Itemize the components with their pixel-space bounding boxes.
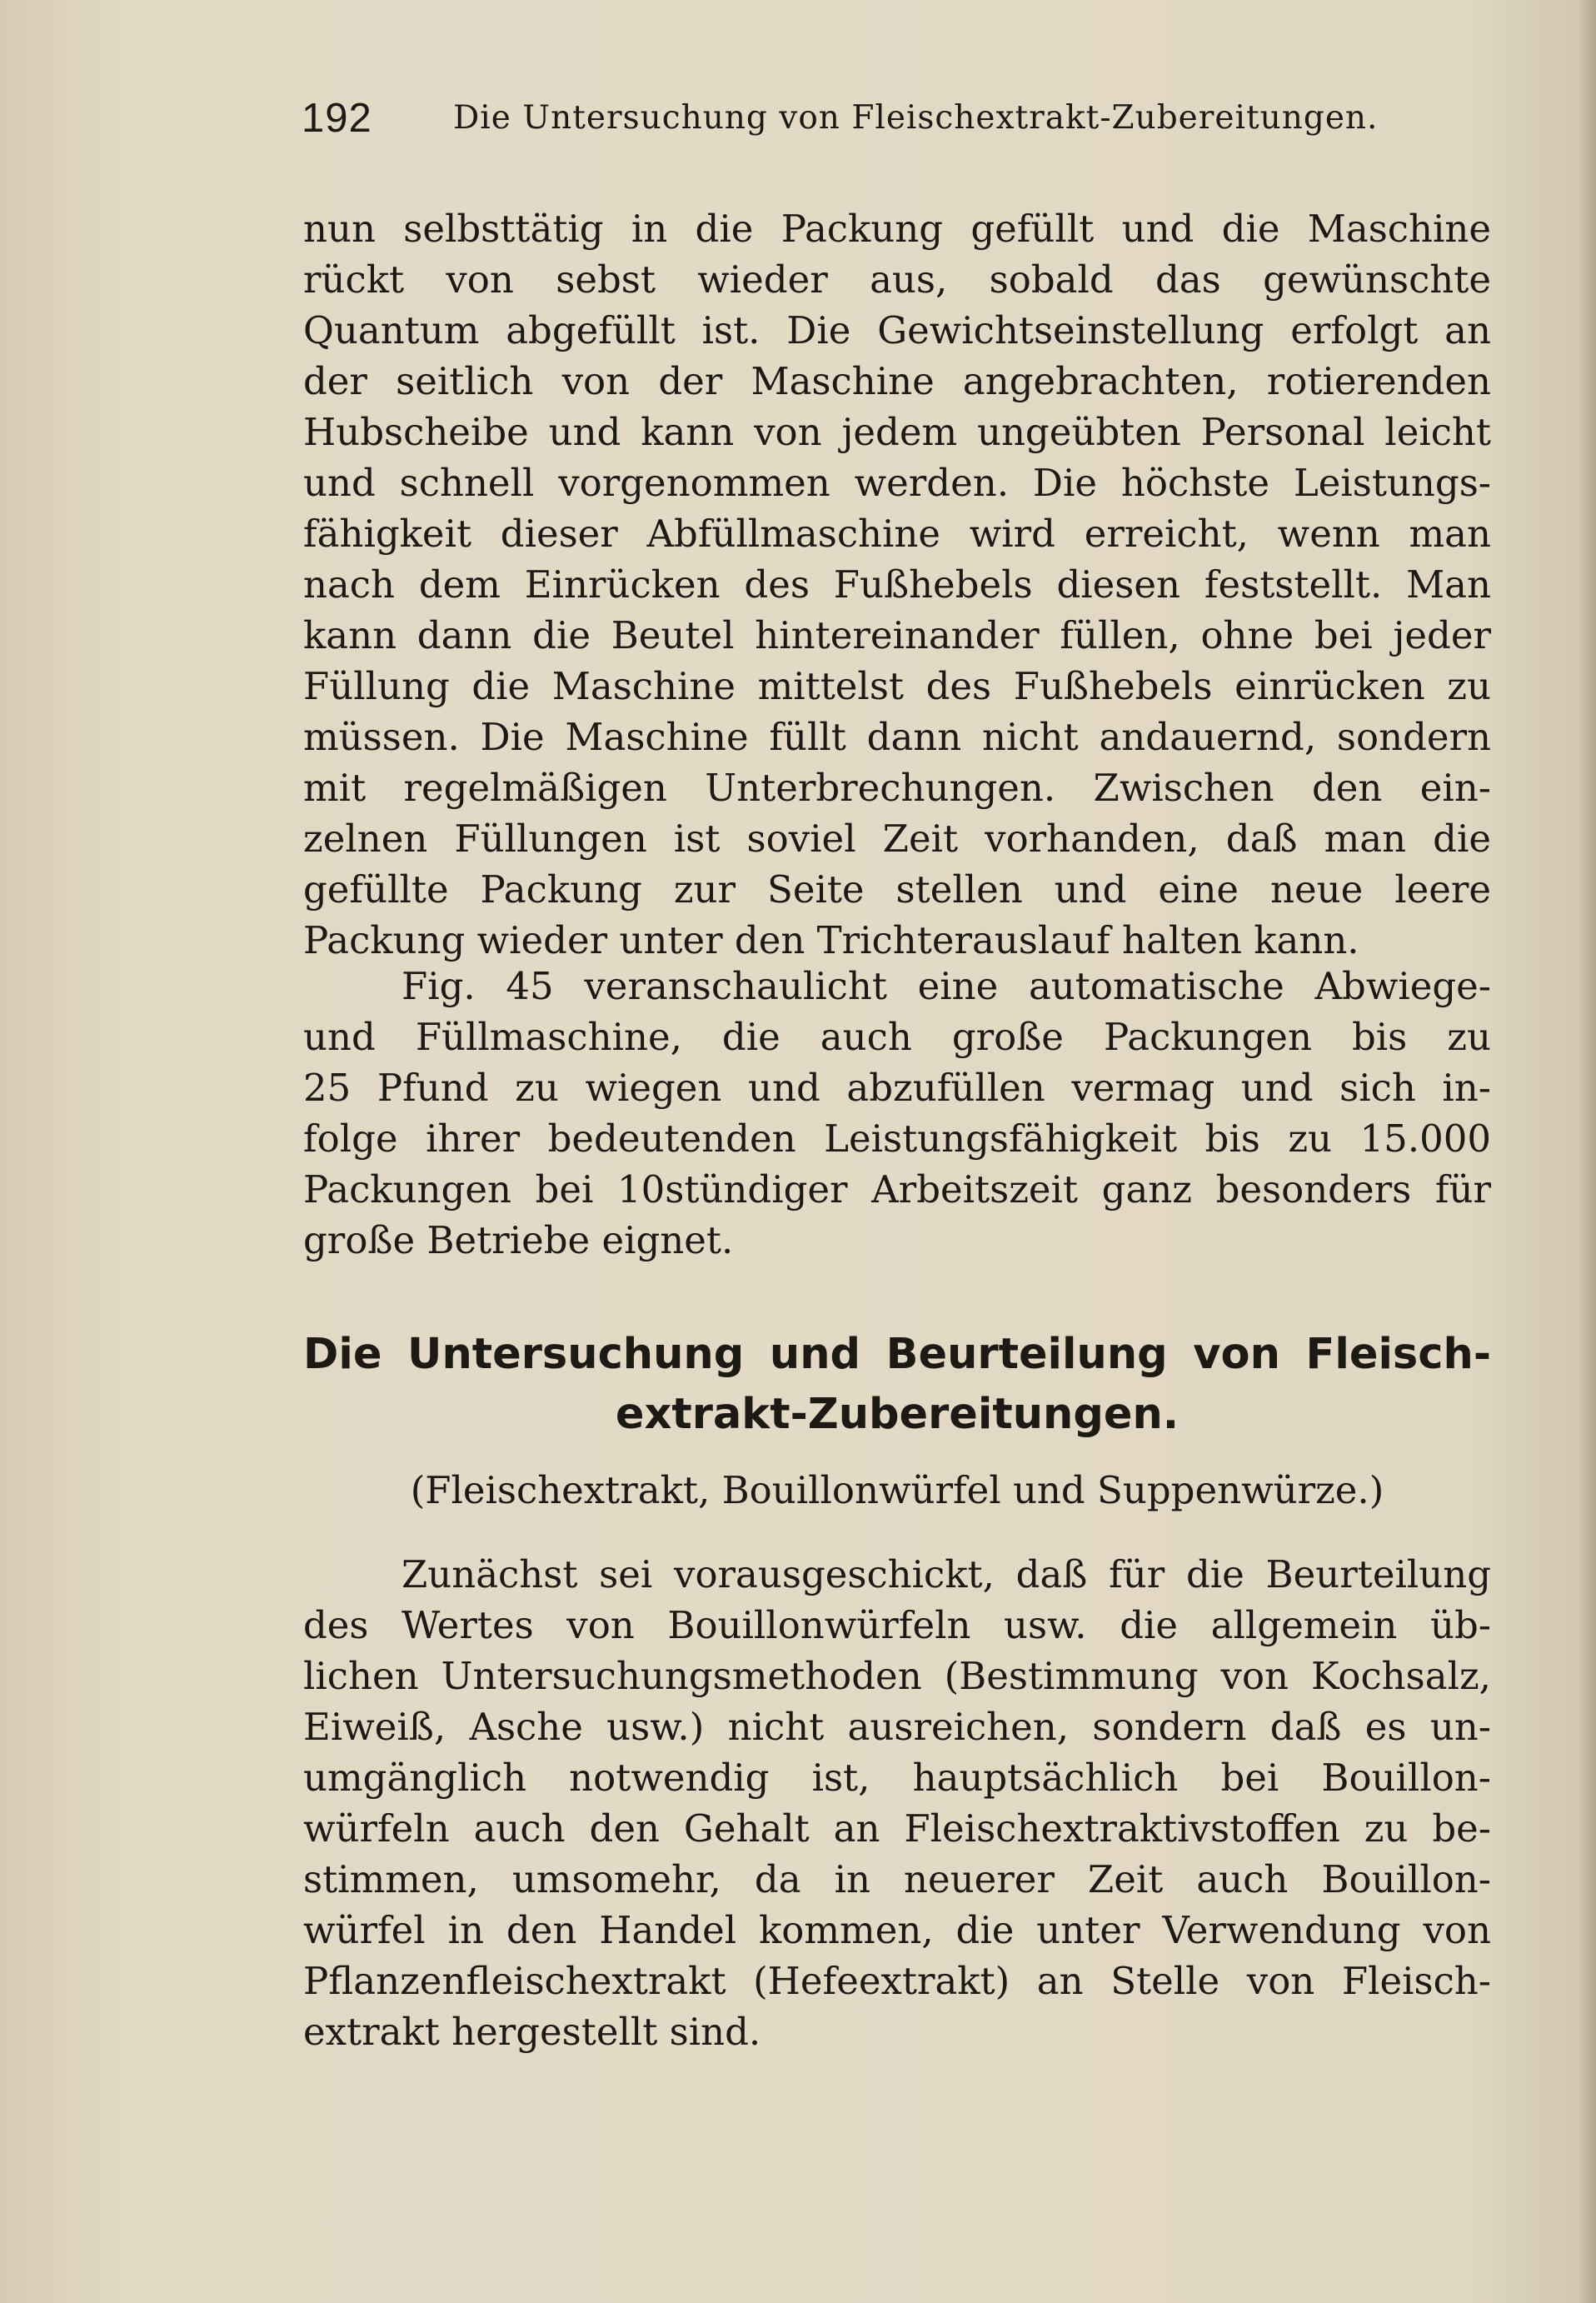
- text-line: und Füllmaschine, die auch große Packungen bis zu: [303, 1015, 1491, 1059]
- text-line: umgänglich notwendig ist, hauptsächlich bei Bouillon-: [303, 1756, 1491, 1800]
- text-line: Hubscheibe und kann von jedem ungeübten Personal leicht: [303, 410, 1491, 454]
- text-line: lichen Untersuchungsmethoden (Bestimmung von Kochsalz,: [303, 1654, 1491, 1698]
- text-line: Pflanzenfleischextrakt (Hefeextrakt) an Stelle von Fleisch-: [303, 1959, 1491, 2003]
- text-line: des Wertes von Bouillonwürfeln usw. die allgemein üb-: [303, 1603, 1491, 1647]
- page-edge-shadow: [1578, 0, 1596, 2303]
- text-line: Packungen bei 10stündiger Arbeitszeit ganz besonders für: [303, 1167, 1491, 1211]
- section-heading: [303, 1325, 1491, 1445]
- text-line: mit regelmäßigen Unterbrechungen. Zwischen den ein-: [303, 766, 1491, 810]
- heading-line: extrakt-Zubereitungen.: [615, 1390, 1180, 1439]
- paragraph-machine-description: [303, 203, 1491, 966]
- text-line: müssen. Die Maschine füllt dann nicht andauernd, sondern: [303, 715, 1491, 759]
- text-line: gefüllte Packung zur Seite stellen und eine neue leere: [303, 867, 1491, 912]
- paragraph-evaluation: [303, 1549, 1491, 2057]
- page-header: [302, 93, 1379, 143]
- text-line: nach dem Einrücken des Fußhebels diesen feststellt. Man: [303, 562, 1491, 607]
- text-line: rückt von sebst wieder aus, sobald das gewünschte: [303, 257, 1491, 302]
- text-line: Eiweiß, Asche usw.) nicht ausreichen, sondern daß es un-: [303, 1705, 1491, 1749]
- text-line: Fig. 45 veranschaulicht eine automatische Abwiege-: [401, 964, 1491, 1008]
- running-title: Die Untersuchung von Fleischextrakt-Zubereitungen.: [453, 99, 1379, 137]
- text-line: nun selbsttätig in die Packung gefüllt und die Maschine: [303, 207, 1491, 251]
- text-line: stimmen, umsomehr, da in neuerer Zeit auch Bouillon-: [303, 1857, 1491, 1901]
- text-line: große Betriebe eignet.: [303, 1218, 734, 1262]
- text-line: würfeln auch den Gehalt an Fleischextraktivstoffen zu be-: [303, 1806, 1491, 1851]
- text-line: zelnen Füllungen ist soviel Zeit vorhanden, daß man die: [303, 817, 1491, 861]
- text-line: kann dann die Beutel hintereinander füllen, ohne bei jeder: [303, 613, 1491, 657]
- section-subtitle: (Fleischextrakt, Bouillonwürfel und Suppenwürze.): [410, 1468, 1384, 1512]
- text-line: würfel in den Handel kommen, die unter Verwendung von: [303, 1908, 1491, 1952]
- text-line: Quantum abgefüllt ist. Die Gewichtseinstellung erfolgt an: [303, 308, 1491, 352]
- text-line: extrakt hergestellt sind.: [303, 2010, 761, 2054]
- heading-line: Die Untersuchung und Beurteilung von Fleisch-: [303, 1330, 1491, 1379]
- text-line: und schnell vorgenommen werden. Die höchste Leistungs-: [303, 461, 1491, 505]
- text-line: der seitlich von der Maschine angebrachten, rotierenden: [303, 359, 1491, 403]
- text-line: 25 Pfund zu wiegen und abzufüllen vermag und sich in-: [303, 1066, 1491, 1110]
- text-line: Zunächst sei vorausgeschickt, daß für die Beurteilung: [401, 1552, 1491, 1596]
- page-number: 192: [302, 96, 372, 141]
- text-line: Füllung die Maschine mittelst des Fußhebels einrücken zu: [303, 664, 1491, 708]
- text-line: fähigkeit dieser Abfüllmaschine wird erreicht, wenn man: [303, 512, 1491, 556]
- text-line: folge ihrer bedeutenden Leistungsfähigkeit bis zu 15.000: [303, 1117, 1491, 1161]
- paragraph-fig-45: [303, 961, 1491, 1266]
- text-line: Packung wieder unter den Trichterauslauf halten kann.: [303, 918, 1359, 962]
